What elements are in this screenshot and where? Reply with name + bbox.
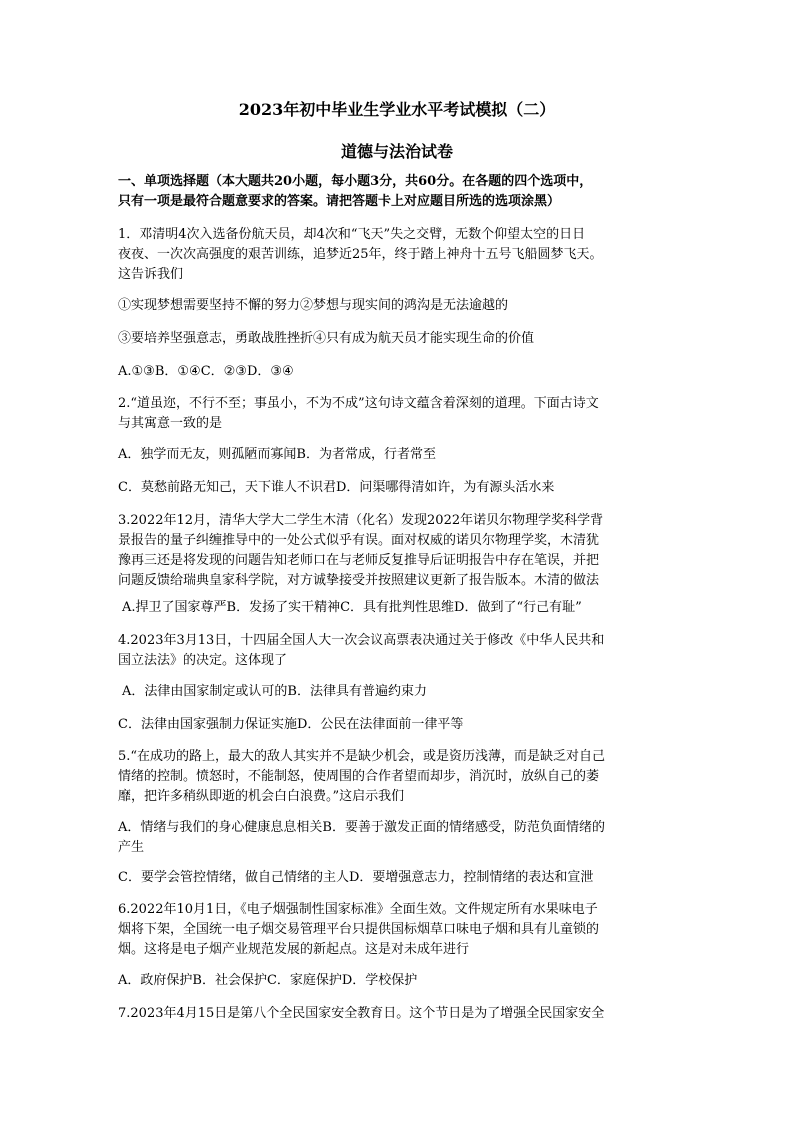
- question-3-options: A.捍卫了国家尊严B．发扬了实干精神C．具有批判性思维D．做到了“行己有耻”: [122, 600, 582, 615]
- exam-title: 2023年初中毕业生学业水平考试模拟（二）: [238, 100, 556, 119]
- question-1-statement-1: ①实现梦想需要坚持不懈的努力②梦想与现实间的鸿沟是无法逾越的: [118, 298, 509, 313]
- question-2-stem: 2.“道虽迩，不行不至；事虽小，不为不成”这句诗文蕴含着深刻的道理。下面古诗文 与其寓意一致的是: [118, 396, 599, 431]
- question-2-options-cd: C．莫愁前路无知己，天下谁人不识君D．问渠哪得清如许，为有源头活水来: [118, 480, 555, 495]
- question-2-options-ab: A．独学而无友，则孤陋而寡闻B．为者常成，行者常至: [118, 447, 436, 462]
- question-5-stem: 5.“在成功的路上，最大的敌人其实并不是缺少机会，或是资历浅薄，而是缺乏对自己 情绪的控制。愤怒时，不能制怒，使周围的合作者望而却步，消沉时，放纵自己的萎 靡，把许多稍纵即逝的机会白白浪费。”这启示我们: [118, 749, 606, 804]
- question-5-options-cd: C．要学会管控情绪，做自己情绪的主人D．要增强意志力，控制情绪的表达和宣泄: [118, 870, 594, 885]
- question-1-statement-2: ③要培养坚强意志，勇敢战胜挫折④只有成为航天员才能实现生命的价值: [118, 331, 535, 346]
- question-6-options: A．政府保护B．社会保护C．家庭保护D．学校保护: [118, 973, 418, 988]
- question-4-stem: 4.2023年3月13日，十四届全国人大一次会议高票表决通过关于修改《中华人民共和 国立法法》的决定。这体现了: [118, 633, 605, 668]
- question-5-options-ab: A．情绪与我们的身心健康息息相关B．要善于激发正面的情绪感受，防范负面情绪的 产生: [118, 820, 605, 855]
- question-4-options-cd: C．法律由国家强制力保证实施D．公民在法律面前一律平等: [118, 717, 464, 732]
- section-heading: 一、单项选择题（本大题共20小题，每小题3分，共60分。在各题的四个选项中， 只有一项是最符合题意要求的答案。请把答题卡上对应题目所选的选项涂黑）: [118, 174, 593, 209]
- question-4-options-ab: A．法律由国家制定或认可的B．法律具有普遍约束力: [122, 684, 427, 699]
- question-3-stem: 3.2022年12月，清华大学大二学生木清（化名）发现2022年诺贝尔物理学奖科学背 景报告的量子纠缠推导中的一处公式似乎有误。面对权威的诺贝尔物理学奖，木清犹 豫再三还是将发现的问题告知老师口在与老师反复推导后证明报告中存在笔误，并把 问题反馈给瑞典皇家科学院，对方诚挚接受并按照建议更新了报告版本。木清的做法: [118, 513, 604, 588]
- exam-subtitle: 道德与法治试卷: [340, 142, 453, 161]
- question-1-stem: 1．邓清明4次入选备份航天员，却4次和“飞天”失之交臂，无数个仰望太空的日日 夜夜、一次次高强度的艰苦训练，追梦近25年，终于踏上神舟十五号飞船圆梦飞天。 这告诉我们: [118, 227, 603, 282]
- question-6-stem: 6.2022年10月1日，《电子烟强制性国家标准》全面生效。文件规定所有水果味电子 烟将下架，全国统一电子烟交易管理平台只提供国标烟草口味电子烟和具有儿童锁的 烟。这将是电子烟产业规范发展的新起点。这是对未成年进行: [118, 902, 600, 957]
- question-7-stem: 7.2023年4月15日是第八个全民国家安全教育日。这个节日是为了增强全民国家安全: [118, 1006, 605, 1021]
- question-1-options: A.①③B．①④C．②③D．③④: [118, 364, 294, 379]
